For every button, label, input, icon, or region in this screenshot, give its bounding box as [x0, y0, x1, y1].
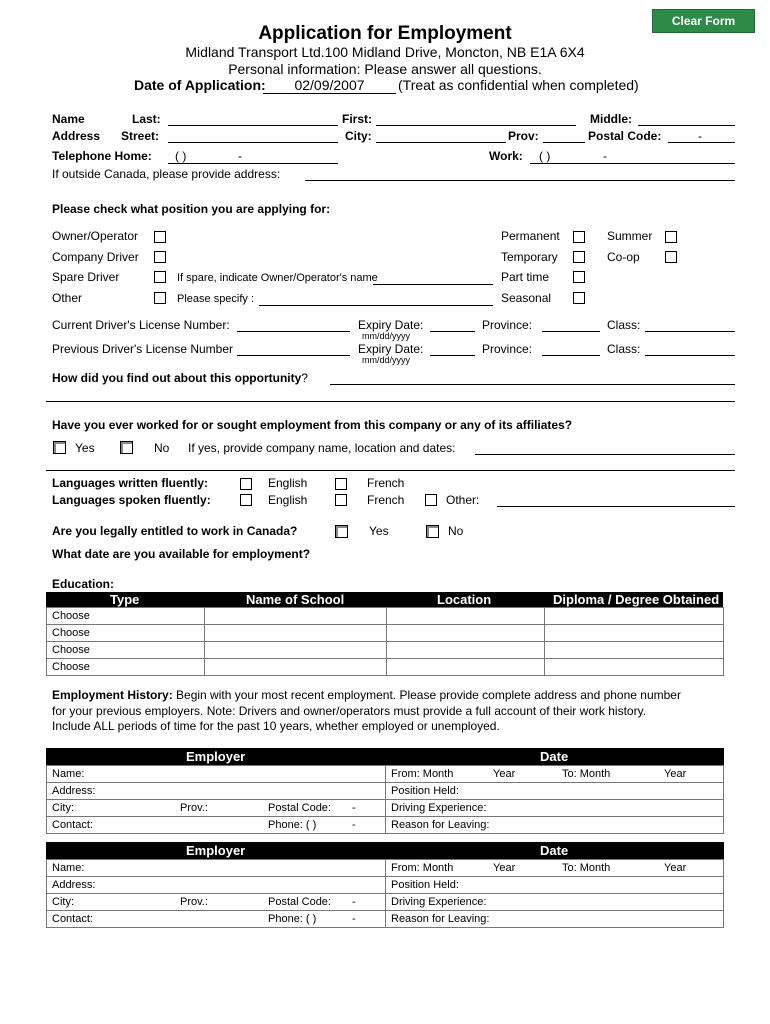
employer-1-reason-cell[interactable] — [386, 817, 724, 834]
reason-leaving-label: Reason for Leaving: — [391, 819, 490, 831]
home-phone-dash: - — [238, 149, 242, 163]
entitled-no-label: No — [448, 524, 464, 538]
date-of-application-label: Date of Application: — [134, 77, 266, 93]
position-held-label: Position Held: — [391, 879, 459, 891]
written-french-checkbox[interactable] — [335, 478, 347, 490]
opportunity-field-line2[interactable] — [46, 401, 735, 402]
entitled-question: Are you legally entitled to work in Canada? — [52, 524, 298, 538]
employer-1-table — [46, 765, 724, 834]
work-phone-label: Work: — [489, 149, 523, 163]
languages-spoken-label: Languages spoken fluently: — [52, 493, 211, 507]
employer-address-label: Address: — [52, 785, 96, 797]
previous-license-label: Previous Driver's License Number — [52, 342, 234, 356]
diploma-cell[interactable] — [545, 642, 724, 659]
middle-name-field[interactable] — [638, 125, 735, 126]
instruction-text: Personal information: Please answer all questions. — [228, 61, 542, 77]
last-name-label: Last: — [132, 112, 161, 126]
employer-contact-label: Contact: — [52, 913, 93, 925]
employer-1-header — [46, 748, 724, 765]
owner-operator-checkbox[interactable] — [154, 231, 166, 243]
employer-contact-label: Contact: — [52, 819, 93, 831]
employer-name-label: Name: — [52, 768, 85, 780]
street-label: Street: — [121, 129, 160, 143]
employer-1-city-cell[interactable] — [47, 800, 386, 817]
previous-province-label: Province: — [482, 342, 533, 356]
part-time-label: Part time — [501, 270, 550, 284]
position-held-label: Position Held: — [391, 785, 459, 797]
prov-label: Prov: — [508, 129, 539, 143]
table-row — [47, 894, 724, 911]
spoken-other-checkbox[interactable] — [425, 494, 437, 506]
employer-postal-dash: - — [352, 802, 356, 814]
last-name-field[interactable] — [168, 125, 338, 126]
previous-license-field[interactable] — [237, 355, 350, 356]
spoken-french-checkbox[interactable] — [335, 494, 347, 506]
prov-field[interactable] — [543, 142, 585, 143]
date-of-application-field[interactable]: 02/09/2007 — [263, 77, 396, 94]
driving-experience-label: Driving Experience: — [391, 802, 487, 814]
available-date-question: What date are you available for employment? — [52, 547, 311, 561]
from-month-label: From: Month — [391, 768, 454, 780]
diploma-cell[interactable] — [545, 608, 724, 625]
employer-2-city-cell[interactable] — [47, 894, 386, 911]
school-name-cell[interactable] — [205, 659, 387, 676]
current-expiry-label: Expiry Date: — [358, 318, 424, 332]
from-month-label: From: Month — [391, 862, 454, 874]
employer-1-driving-cell[interactable] — [386, 800, 724, 817]
previous-class-label: Class: — [607, 342, 641, 356]
work-phone-dash: - — [603, 149, 607, 163]
home-phone-field[interactable] — [168, 163, 338, 164]
summer-label: Summer — [607, 229, 653, 243]
employer-2-driving-cell[interactable] — [386, 894, 724, 911]
coop-checkbox[interactable] — [665, 251, 677, 263]
employer-prov-label: Prov.: — [180, 802, 208, 814]
current-license-field[interactable] — [237, 331, 350, 332]
current-class-label: Class: — [607, 318, 641, 332]
position-heading: Please check what position you are applying for: — [52, 202, 331, 216]
table-row — [47, 659, 724, 676]
company-address: Midland Transport Ltd.100 Midland Drive, Moncton, NB E1A 6X4 — [185, 44, 585, 60]
spoken-english-label: English — [268, 493, 308, 507]
written-french-label: French — [367, 476, 405, 490]
outside-canada-field[interactable] — [305, 180, 735, 181]
written-english-label: English — [268, 476, 308, 490]
affiliates-no-label: No — [154, 441, 170, 455]
education-header-row — [46, 592, 723, 608]
spoken-other-label: Other: — [446, 493, 480, 507]
spoken-other-field[interactable] — [497, 506, 735, 507]
employer-2-header — [46, 842, 724, 859]
first-name-field[interactable] — [376, 125, 576, 126]
permanent-checkbox[interactable] — [573, 231, 585, 243]
school-name-cell[interactable] — [205, 608, 387, 625]
employer-2-reason-cell[interactable] — [386, 911, 724, 928]
table-row — [47, 817, 724, 834]
please-specify-label: Please specify : — [177, 293, 255, 305]
employer-prov-label: Prov.: — [180, 896, 208, 908]
education-type-select[interactable]: Choose — [47, 659, 205, 676]
table-row — [47, 911, 724, 928]
to-year-label: Year — [664, 768, 687, 780]
employer-2-header-label: Employer — [186, 843, 246, 858]
education-type-select[interactable]: Choose — [47, 625, 205, 642]
affiliates-question: Have you ever worked for or sought employment from this company or any of its affiliates? — [52, 418, 573, 432]
school-location-cell[interactable] — [387, 608, 545, 625]
city-label: City: — [345, 129, 372, 143]
employer-phone-label: Phone: ( ) — [268, 913, 317, 925]
written-english-checkbox[interactable] — [240, 478, 252, 490]
table-row — [47, 860, 724, 877]
to-month-label: To: Month — [562, 768, 611, 780]
spoken-french-label: French — [367, 493, 405, 507]
table-row — [47, 766, 724, 783]
previous-class-field[interactable] — [645, 355, 735, 356]
education-type-select[interactable]: Choose — [47, 642, 205, 659]
spare-driver-checkbox[interactable] — [154, 271, 166, 283]
street-field[interactable] — [168, 142, 338, 143]
spare-driver-label: Spare Driver — [52, 270, 120, 284]
employer-postal-dash: - — [352, 896, 356, 908]
affiliates-no-checkbox[interactable] — [120, 441, 133, 454]
employer-address-label: Address: — [52, 879, 96, 891]
previous-expiry-field[interactable] — [430, 355, 475, 356]
temporary-label: Temporary — [501, 250, 558, 264]
reason-leaving-label: Reason for Leaving: — [391, 913, 490, 925]
previous-expiry-label: Expiry Date: — [358, 342, 424, 356]
spare-owner-field[interactable] — [373, 284, 493, 285]
employer-2-contact-cell[interactable] — [47, 911, 386, 928]
coop-label: Co-op — [607, 250, 640, 264]
seasonal-checkbox[interactable] — [573, 292, 585, 304]
employer-1-contact-cell[interactable] — [47, 817, 386, 834]
other-position-checkbox[interactable] — [154, 292, 166, 304]
address-label: Address — [52, 129, 101, 143]
languages-written-label: Languages written fluently: — [52, 476, 209, 490]
from-year-label: Year — [493, 768, 516, 780]
employer-2-table — [46, 859, 724, 928]
telephone-home-label: Telephone Home: — [52, 149, 152, 163]
confidential-note: (Treat as confidential when completed) — [398, 77, 639, 93]
education-type-select[interactable]: Choose — [47, 608, 205, 625]
work-phone-area: ( ) — [539, 149, 551, 163]
city-field[interactable] — [376, 142, 506, 143]
diploma-cell[interactable] — [545, 659, 724, 676]
affiliates-yes-checkbox[interactable] — [53, 441, 66, 454]
to-year-label: Year — [664, 862, 687, 874]
employer-2-name-cell[interactable] — [47, 860, 386, 877]
employer-1-date-header: Date — [540, 749, 569, 764]
employment-history-line1: Employment History: Begin with your most recent employment. Please provide complete address and phone number — [52, 688, 681, 702]
affiliates-yes-label: Yes — [75, 441, 95, 455]
entitled-no-checkbox[interactable] — [426, 525, 439, 538]
employer-1-address-cell[interactable] — [47, 783, 386, 800]
employment-history-line3: Include ALL periods of time for the past 10 years, whether employed or unemployed. — [52, 719, 500, 733]
home-phone-area: ( ) — [175, 149, 187, 163]
affiliates-details-field[interactable] — [475, 454, 735, 455]
to-month-label: To: Month — [562, 862, 611, 874]
education-col-location: Location — [437, 592, 492, 607]
school-location-cell[interactable] — [387, 659, 545, 676]
seasonal-label: Seasonal — [501, 291, 552, 305]
diploma-cell[interactable] — [545, 625, 724, 642]
employer-2-address-cell[interactable] — [47, 877, 386, 894]
table-row — [47, 783, 724, 800]
name-label: Name — [52, 112, 85, 126]
employer-phone-label: Phone: ( ) — [268, 819, 317, 831]
employer-1-header-label: Employer — [186, 749, 246, 764]
employer-2-dates-cell[interactable] — [386, 860, 724, 877]
table-row — [47, 608, 724, 625]
current-province-field[interactable] — [542, 331, 600, 332]
education-table — [46, 607, 724, 676]
education-col-school: Name of School — [246, 592, 345, 607]
affiliates-if-yes-label: If yes, provide company name, location and dates: — [188, 441, 456, 455]
opportunity-field[interactable] — [330, 384, 735, 385]
current-expiry-field[interactable] — [430, 331, 475, 332]
entitled-yes-label: Yes — [369, 524, 389, 538]
employer-city-label: City: — [52, 802, 74, 814]
spare-note-label: If spare, indicate Owner/Operator's name — [177, 272, 378, 284]
employer-phone-dash: - — [352, 913, 356, 925]
other-position-label: Other — [52, 291, 83, 305]
company-driver-checkbox[interactable] — [154, 251, 166, 263]
employer-2-date-header: Date — [540, 843, 569, 858]
part-time-checkbox[interactable] — [573, 271, 585, 283]
education-col-type: Type — [110, 592, 140, 607]
current-class-field[interactable] — [645, 331, 735, 332]
spoken-english-checkbox[interactable] — [240, 494, 252, 506]
employer-1-dates-cell[interactable] — [386, 766, 724, 783]
middle-name-label: Middle: — [590, 112, 632, 126]
postal-code-dash: - — [698, 129, 702, 143]
employer-1-name-cell[interactable] — [47, 766, 386, 783]
school-location-cell[interactable] — [387, 625, 545, 642]
education-col-diploma: Diploma / Degree Obtained — [553, 592, 720, 607]
driving-experience-label: Driving Experience: — [391, 896, 487, 908]
first-name-label: First: — [342, 112, 372, 126]
company-driver-label: Company Driver — [52, 250, 139, 264]
employer-postal-label: Postal Code: — [268, 896, 331, 908]
employer-city-label: City: — [52, 896, 74, 908]
employer-1-position-cell[interactable] — [386, 783, 724, 800]
affiliates-details-field-line2[interactable] — [46, 470, 735, 471]
from-year-label: Year — [493, 862, 516, 874]
table-row — [47, 642, 724, 659]
entitled-yes-checkbox[interactable] — [335, 525, 348, 538]
current-province-label: Province: — [482, 318, 533, 332]
opportunity-question: How did you find out about this opportunity? — [52, 371, 308, 385]
table-row — [47, 800, 724, 817]
employment-history-line2: for your previous employers. Note: Drivers and owner/operators must provide a full account of their work history. — [52, 704, 647, 718]
clear-form-button[interactable]: Clear Form — [652, 9, 755, 33]
owner-operator-label: Owner/Operator — [52, 229, 139, 243]
previous-expiry-format: mm/dd/yyyy — [362, 355, 411, 365]
permanent-label: Permanent — [501, 229, 560, 243]
current-license-label: Current Driver's License Number: — [52, 318, 230, 332]
employer-postal-label: Postal Code: — [268, 802, 331, 814]
school-location-cell[interactable] — [387, 642, 545, 659]
table-row — [47, 877, 724, 894]
employer-2-position-cell[interactable] — [386, 877, 724, 894]
summer-checkbox[interactable] — [665, 231, 677, 243]
current-expiry-format: mm/dd/yyyy — [362, 331, 411, 341]
page-title: Application for Employment — [258, 23, 512, 44]
employer-phone-dash: - — [352, 819, 356, 831]
postal-code-label: Postal Code: — [588, 129, 662, 143]
temporary-checkbox[interactable] — [573, 251, 585, 263]
please-specify-field[interactable] — [259, 305, 493, 306]
school-name-cell[interactable] — [205, 625, 387, 642]
work-phone-field[interactable] — [530, 163, 735, 164]
education-heading: Education: — [52, 577, 114, 591]
table-row — [47, 625, 724, 642]
school-name-cell[interactable] — [205, 642, 387, 659]
previous-province-field[interactable] — [542, 355, 600, 356]
employer-name-label: Name: — [52, 862, 85, 874]
outside-canada-label: If outside Canada, please provide address: — [52, 167, 281, 181]
